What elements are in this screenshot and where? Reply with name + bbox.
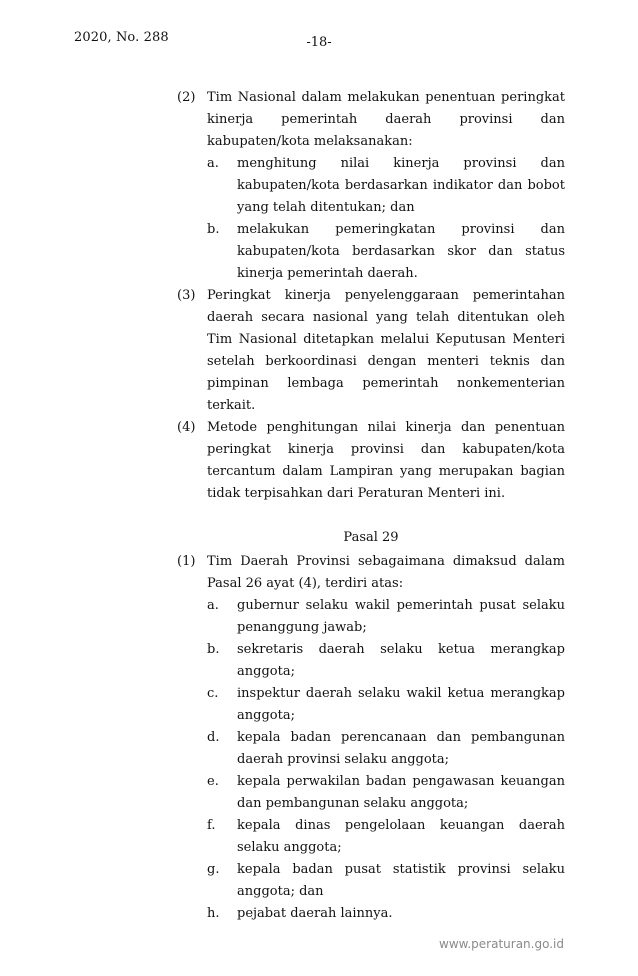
- item-text: Tim Nasional dalam melakukan penentuan peringkat kinerja pemerintah daerah provinsi dan kabupaten/kota melaksanakan:: [207, 90, 565, 149]
- article-item: [177, 87, 565, 285]
- item-number: (4): [177, 420, 196, 435]
- sub-item-letter: b.: [207, 642, 220, 657]
- sub-item-text: sekretaris daerah selaku ketua merangkap anggota;: [237, 642, 565, 679]
- sub-item-letter: h.: [207, 906, 220, 921]
- sub-item-letter: e.: [207, 774, 219, 789]
- article-heading: Pasal 29: [343, 530, 399, 545]
- sub-item-text: kepala badan pusat statistik provinsi selaku anggota; dan: [237, 862, 565, 899]
- item-number: (1): [177, 554, 196, 569]
- website-url: www.peraturan.go.id: [439, 937, 564, 951]
- sub-item: [207, 903, 565, 925]
- sub-item: [207, 727, 565, 771]
- item-text: Tim Daerah Provinsi sebagaimana dimaksud dalam Pasal 26 ayat (4), terdiri atas:: [207, 554, 565, 591]
- sub-item-letter: a.: [207, 156, 219, 171]
- article-item: [177, 417, 565, 505]
- sub-item-text: kepala badan perencanaan dan pembangunan daerah provinsi selaku anggota;: [237, 730, 565, 767]
- gazette-number: 2020, No. 288: [74, 30, 169, 45]
- page-number: -18-: [306, 35, 332, 50]
- sub-item: [207, 219, 565, 285]
- sub-item-letter: f.: [207, 818, 216, 833]
- sub-item: [207, 595, 565, 639]
- sub-item: [207, 815, 565, 859]
- sub-item-letter: a.: [207, 598, 219, 613]
- sub-item-text: inspektur daerah selaku wakil ketua merangkap anggota;: [237, 686, 565, 723]
- sub-item: [207, 153, 565, 219]
- sub-item: [207, 859, 565, 903]
- sub-item-letter: d.: [207, 730, 220, 745]
- sub-item-text: menghitung nilai kinerja provinsi dan kabupaten/kota berdasarkan indikator dan bobot yang telah ditentukan; dan: [237, 156, 565, 215]
- item-text: Metode penghitungan nilai kinerja dan penentuan peringkat kinerja provinsi dan kabupaten/kota tercantum dalam Lampiran yang merupakan bagian tidak terpisahkan dari Peraturan Menteri ini.: [207, 420, 565, 501]
- item-number: (3): [177, 288, 196, 303]
- sub-item: [207, 639, 565, 683]
- sub-item-text: gubernur selaku wakil pemerintah pusat selaku penanggung jawab;: [237, 598, 565, 635]
- sub-item: [207, 771, 565, 815]
- sub-item-text: kepala perwakilan badan pengawasan keuangan dan pembangunan selaku anggota;: [237, 774, 565, 811]
- sub-item-letter: g.: [207, 862, 220, 877]
- sub-item: [207, 683, 565, 727]
- article-item: [177, 551, 565, 925]
- sub-item-text: pejabat daerah lainnya.: [237, 906, 393, 921]
- sub-item-text: kepala dinas pengelolaan keuangan daerah selaku anggota;: [237, 818, 565, 855]
- article-item: [177, 285, 565, 417]
- item-number: (2): [177, 90, 196, 105]
- sub-item-letter: b.: [207, 222, 220, 237]
- document-body: [177, 87, 565, 925]
- item-text: Peringkat kinerja penyelenggaraan pemerintahan daerah secara nasional yang telah ditentukan oleh Tim Nasional ditetapkan melalui Keputusan Menteri setelah berkoordinasi dengan menteri teknis dan pimpinan lembaga pemerintah nonkementerian terkait.: [207, 288, 565, 413]
- sub-item-text: melakukan pemeringkatan provinsi dan kabupaten/kota berdasarkan skor dan status kinerja pemerintah daerah.: [237, 222, 565, 281]
- sub-item-letter: c.: [207, 686, 219, 701]
